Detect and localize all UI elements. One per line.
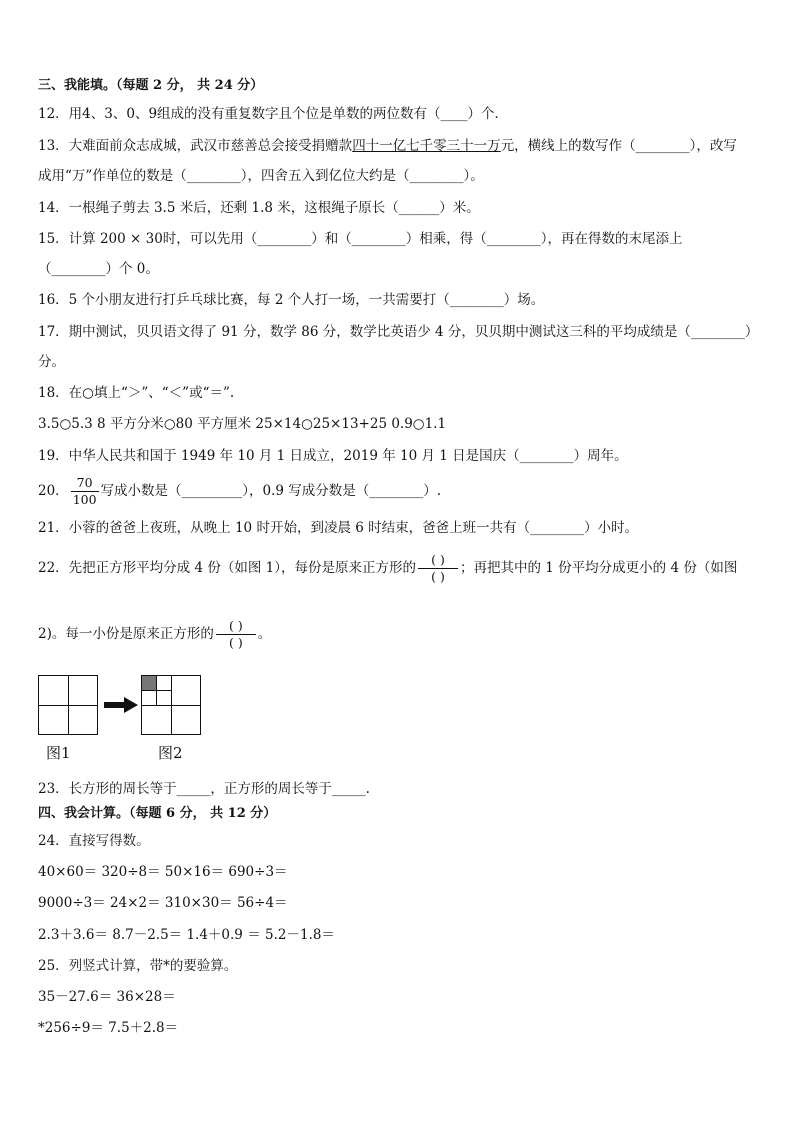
fraction-70-100	[71, 475, 99, 508]
question-24-row1: 40×60＝ 320÷8＝ 50×16＝ 690÷3＝	[38, 864, 288, 880]
fraction-numerator: 70	[76, 475, 93, 490]
question-20-text: 写成小数是（_________），0.9 写成分数是（________）.	[100, 483, 442, 499]
question-20-label: 20．	[38, 483, 69, 499]
question-15-line1: 15．计算 200 × 30时，可以先用（________）和（________）相乘，得（________），再在得数的末尾添上	[38, 231, 683, 247]
section-3-header: 三、我能填。（每题 2 分， 共 24 分）	[38, 78, 264, 93]
sub-grid-line	[142, 690, 171, 691]
question-12: 12．用4、3、0、9组成的没有重复数字且个位是单数的两位数有（____）个．	[38, 106, 509, 122]
question-24-title: 24．直接写得数。	[38, 833, 150, 849]
grid-line	[39, 705, 97, 706]
question-21: 21．小蓉的爸爸上夜班，从晚上 10 时开始，到凌晨 6 时结束，爸爸上班一共有（________）小时。	[38, 520, 639, 536]
blank-fraction-2	[216, 618, 256, 651]
figure-1-caption: 图1	[46, 744, 71, 762]
question-25-row2: *256÷9＝ 7.5＋2.8＝	[38, 1020, 179, 1036]
question-22-line2-post: 。	[257, 626, 272, 642]
question-13-line1	[38, 136, 737, 156]
question-22-line1-post: ；再把其中的 1 份平均分成更小的 4 份（如图	[459, 560, 738, 576]
blank-denominator: ( )	[431, 569, 445, 584]
question-17-line2: 分。	[38, 354, 65, 370]
question-17-line1: 17．期中测试，贝贝语文得了 91 分，数学 86 分，数学比英语少 4 分，贝贝期中测试这三科的平均成绩是（________）	[38, 324, 759, 340]
question-13-pre: 13．大难面前众志成城，武汉市慈善总会接受捐赠款	[38, 138, 353, 154]
question-19: 19．中华人民共和国于 1949 年 10 月 1 日成立，2019 年 10 月 1 日是国庆（________）周年。	[38, 448, 628, 464]
question-23: 23．长方形的周长等于_____，正方形的周长等于_____.	[38, 781, 370, 797]
question-22-line2-pre: 2)。每一小份是原来正方形的	[38, 626, 214, 642]
question-18-line1: 18．在○填上“＞”、“＜”或“＝”.	[38, 385, 235, 401]
question-22-line1-pre: 22．先把正方形平均分成 4 份（如图 1），每份是原来正方形的	[38, 560, 416, 576]
question-24-row3: 2.3＋3.6＝ 8.7－2.5＝ 1.4＋0.9 ＝ 5.2－1.8＝	[38, 927, 335, 943]
question-13-line2: 成用“万”作单位的数是（________），四舍五入到亿位大约是（________）。	[38, 168, 484, 184]
question-25-row1: 35－27.6＝ 36×28＝	[38, 989, 176, 1005]
question-24-row2: 9000÷3＝ 24×2＝ 310×30＝ 56÷4＝	[38, 895, 288, 911]
question-14: 14．一根绳子剪去 3.5 米后，还剩 1.8 米，这根绳子原长（______）米。	[38, 200, 480, 216]
question-16: 16．5 个小朋友进行打乒乓球比赛，每 2 个人打一场，一共需要打（________）场。	[38, 292, 545, 308]
question-18-line2: 3.5○5.3 8 平方分米○80 平方厘米 25×14○25×13+25 0.9○1.1	[38, 416, 447, 432]
grid-line	[142, 705, 200, 706]
figure-1-square	[38, 675, 98, 735]
figure-2-square	[141, 675, 201, 735]
question-13-underlined-number: 四十一亿七千零三十一万	[352, 138, 501, 154]
blank-denominator: ( )	[228, 635, 243, 650]
right-arrow-icon	[104, 697, 138, 713]
question-25-title: 25．列竖式计算，带*的要验算。	[38, 958, 238, 974]
question-20	[38, 474, 441, 508]
fraction-denominator: 100	[72, 492, 97, 507]
question-15-line2: （________）个 0。	[38, 261, 159, 277]
question-13-post: 元，横线上的数写作（________），改写	[500, 138, 737, 154]
blank-numerator: ( )	[228, 618, 243, 633]
figure-2-caption: 图2	[158, 744, 183, 762]
blank-fraction-1	[418, 552, 458, 585]
blank-numerator: ( )	[431, 552, 445, 567]
question-22-line2	[38, 616, 271, 652]
question-22-line1	[38, 550, 737, 586]
shaded-small-square	[142, 676, 156, 690]
section-4-header: 四、我会计算。（每题 6 分， 共 12 分）	[38, 806, 277, 821]
